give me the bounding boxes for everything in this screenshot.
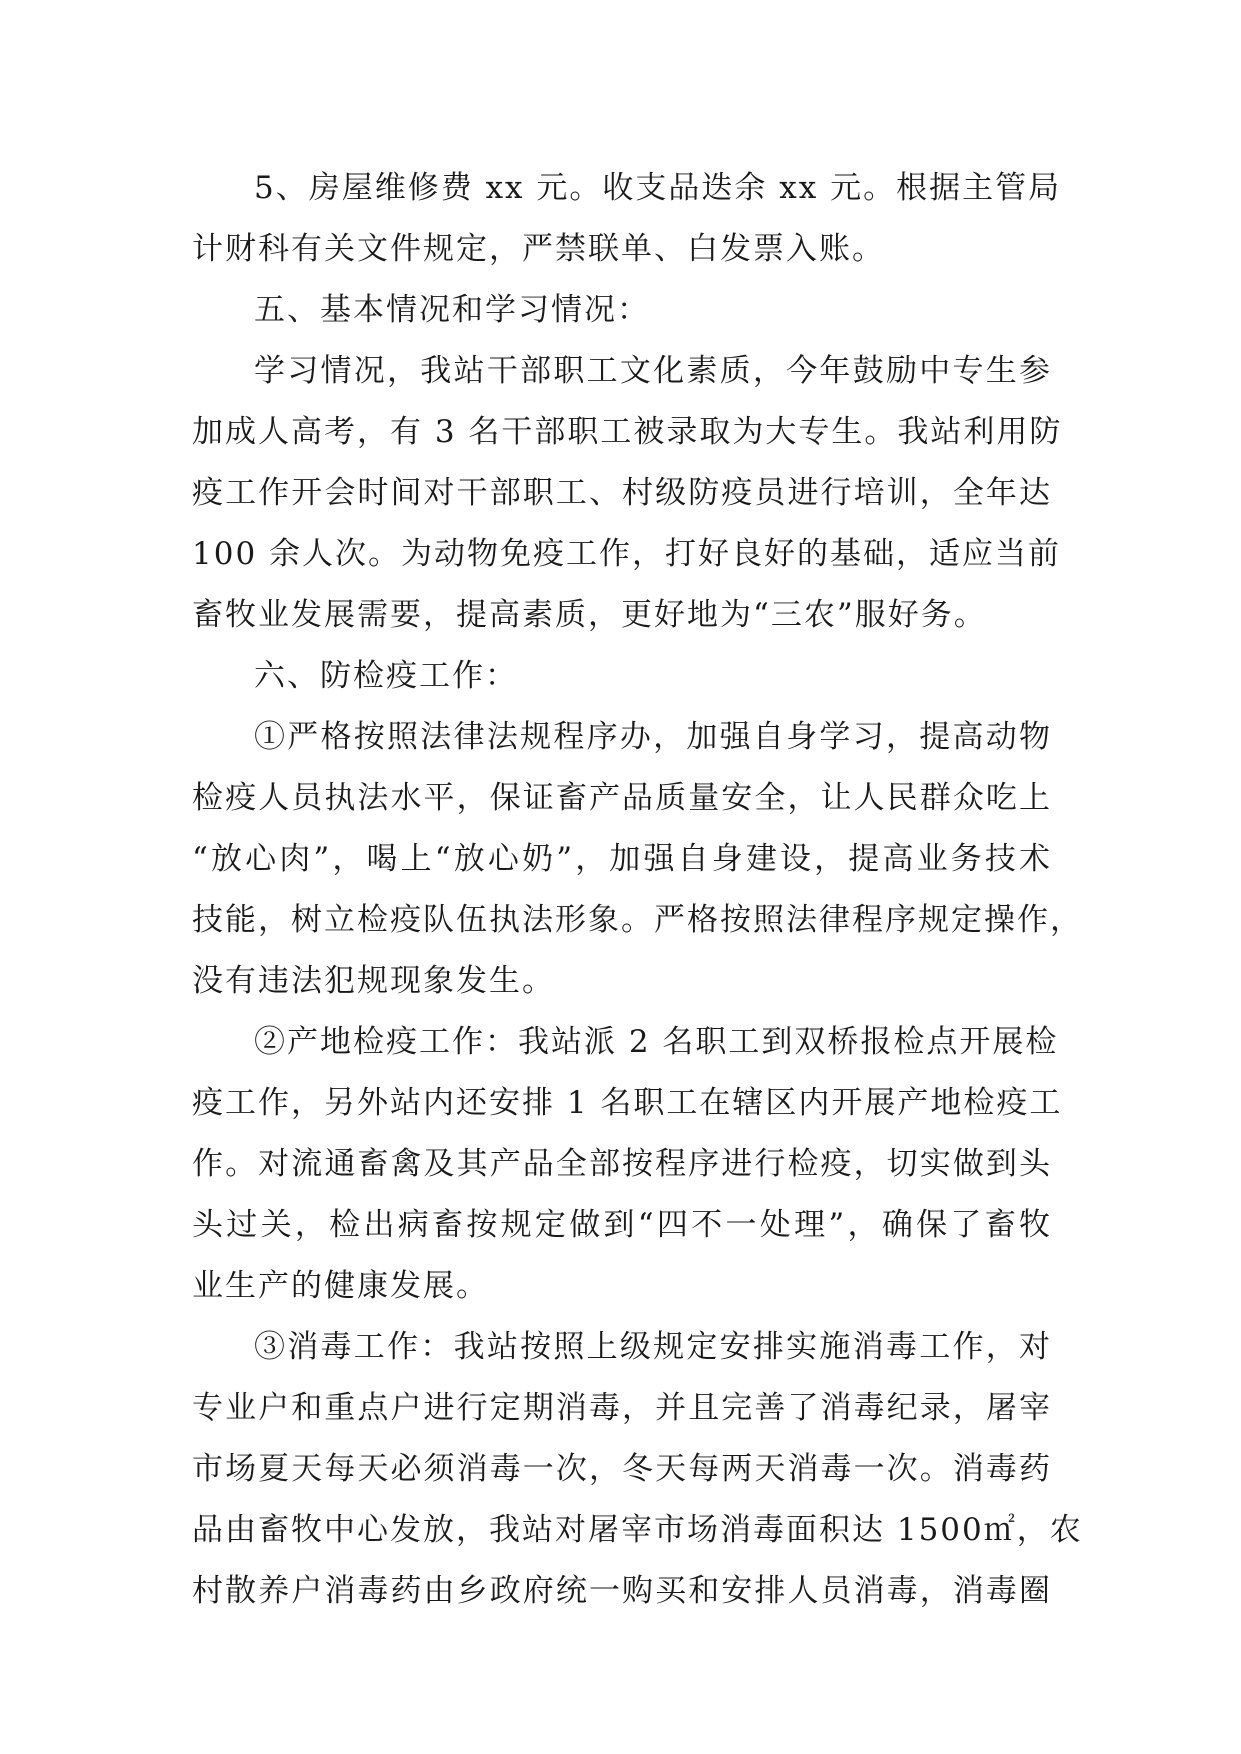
text-line: “放心肉”，喝上“放心奶”，加强自身建设，提高业务技术	[192, 841, 1052, 877]
text-line: ③消毒工作：我站按照上级规定安排实施消毒工作，对	[254, 1329, 1052, 1365]
paragraph	[192, 646, 1052, 707]
text-line: ②产地检疫工作：我站派 2 名职工到双桥报检点开展检	[254, 1024, 1059, 1060]
paragraph	[192, 707, 1083, 1012]
paragraph	[192, 280, 1052, 341]
text-line: 六、防检疫工作：	[254, 658, 518, 694]
text-line: 作。对流通畜禽及其产品全部按程序进行检疫，切实做到头	[192, 1146, 1052, 1182]
paragraph	[192, 1317, 1083, 1622]
document-body	[192, 158, 1083, 1622]
text-line: 头过关，检出病畜按规定做到“四不一处理”，确保了畜牧	[192, 1207, 1052, 1243]
text-line: ①严格按照法律法规程序办，加强自身学习，提高动物	[254, 719, 1052, 755]
text-line: 计财科有关文件规定，严禁联单、白发票入账。	[192, 231, 885, 267]
paragraph	[192, 158, 1062, 280]
text-line: 检疫人员执法水平，保证畜产品质量安全，让人民群众吃上	[192, 780, 1052, 816]
text-line: 专业户和重点户进行定期消毒，并且完善了消毒纪录，屠宰	[192, 1390, 1052, 1426]
text-line: 学习情况，我站干部职工文化素质，今年鼓励中专生参	[254, 353, 1052, 389]
text-line: 疫工作，另外站内还安排 1 名职工在辖区内开展产地检疫工	[192, 1085, 1063, 1121]
paragraph	[192, 1012, 1063, 1317]
text-line: 村散养户消毒药由乡政府统一购买和安排人员消毒，消毒圈	[192, 1573, 1052, 1609]
text-line: 品由畜牧中心发放，我站对屠宰市场消毒面积达 1500㎡，农	[192, 1512, 1083, 1548]
text-line: 畜牧业发展需要，提高素质，更好地为“三农”服好务。	[192, 597, 987, 633]
text-line: 市场夏天每天必须消毒一次，冬天每两天消毒一次。消毒药	[192, 1451, 1052, 1487]
text-line: 五、基本情况和学习情况：	[254, 292, 650, 328]
text-line: 加成人高考，有 3 名干部职工被录取为大专生。我站利用防	[192, 414, 1063, 450]
text-line: 5、房屋维修费 xx 元。收支品迭余 xx 元。根据主管局	[254, 170, 1062, 206]
text-line: 100 余人次。为动物免疫工作，打好良好的基础，适应当前	[192, 536, 1062, 572]
text-line: 疫工作开会时间对干部职工、村级防疫员进行培训，全年达	[192, 475, 1052, 511]
text-line: 没有违法犯规现象发生。	[192, 963, 555, 999]
text-line: 技能，树立检疫队伍执法形象。严格按照法律程序规定操作，	[192, 902, 1083, 938]
paragraph	[192, 341, 1063, 646]
text-line: 业生产的健康发展。	[192, 1268, 489, 1304]
